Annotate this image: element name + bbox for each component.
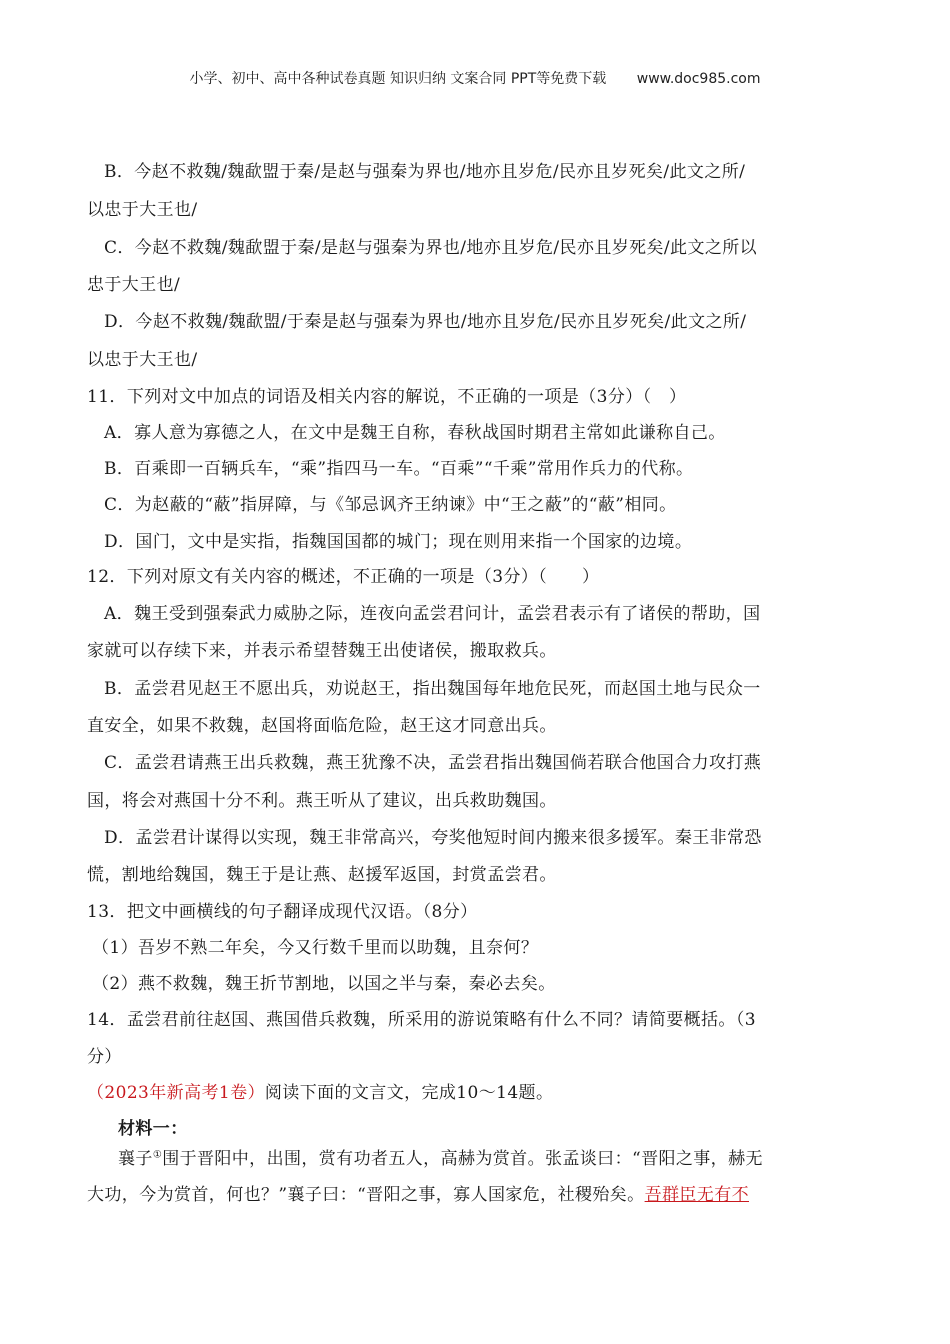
material-title: 材料一：	[118, 1119, 188, 1139]
q13-item-2: （2）燕不救魏，魏王折节割地，以国之半与秦，秦必去矣。	[92, 974, 556, 994]
option-d-line1: D．今赵不救魏/魏歃盟/于秦是赵与强秦为界也/地亦且岁危/民亦且岁死矣/此文之所/	[104, 312, 747, 332]
option-b-line2: 以忠于大王也/	[87, 200, 198, 220]
header-text: 小学、初中、高中各种试卷真题 知识归纳 文案合同 PPT等免费下载	[189, 71, 607, 87]
passage-text: 围于晋阳中，出围，赏有功者五人，高赫为赏首。张孟谈曰：“晋阳之事，赫无	[162, 1149, 763, 1169]
underlined-sentence: 吾群臣无有不	[644, 1185, 749, 1205]
passage-line2	[87, 1180, 749, 1205]
question-14-line1: 14．孟尝君前往赵国、燕国借兵救魏，所采用的游说策略有什么不同？请简要概括。（3	[87, 1010, 756, 1030]
source-line	[87, 1078, 553, 1103]
option-d-line2: 以忠于大王也/	[87, 350, 198, 370]
footnote-marker: ①	[152, 1149, 163, 1161]
question-12: 12．下列对原文有关内容的概述，不正确的一项是（3分）（ ）	[87, 567, 600, 587]
question-11: 11．下列对文中加点的词语及相关内容的解说，不正确的一项是（3分）（ ）	[87, 387, 687, 407]
q11-option-b: B．百乘即一百辆兵车，“乘”指四马一车。“百乘”“千乘”常用作兵力的代称。	[104, 459, 694, 479]
q12-option-c-line1: C．孟尝君请燕王出兵救魏，燕王犹豫不决，孟尝君指出魏国倘若联合他国合力攻打燕	[104, 753, 762, 773]
q11-option-c: C．为赵蔽的“蔽”指屏障，与《邹忌讽齐王纳谏》中“王之蔽”的“蔽”相同。	[104, 495, 677, 515]
q12-option-d-line2: 慌，割地给魏国，魏王于是让燕、赵援军返国，封赏孟尝君。	[87, 865, 557, 885]
question-14-line2: 分）	[87, 1047, 122, 1067]
passage-text: 襄子	[118, 1149, 153, 1169]
q12-option-b-line1: B．孟尝君见赵王不愿出兵，劝说赵王，指出魏国每年地危民死，而赵国土地与民众一	[104, 679, 761, 699]
q11-option-a: A．寡人意为寡德之人，在文中是魏王自称，春秋战国时期君主常如此谦称自己。	[104, 423, 726, 443]
question-13: 13．把文中画横线的句子翻译成现代汉语。（8分）	[87, 902, 478, 922]
page-header	[0, 68, 950, 88]
q12-option-c-line2: 国，将会对燕国十分不利。燕王听从了建议，出兵救助魏国。	[87, 791, 557, 811]
q12-option-a-line1: A．魏王受到强秦武力威胁之际，连夜向孟尝君问计，孟尝君表示有了诸侯的帮助，国	[104, 604, 761, 624]
source-instruction: 阅读下面的文言文，完成10～14题。	[264, 1083, 554, 1103]
q12-option-d-line1: D．孟尝君计谋得以实现，魏王非常高兴，夸奖他短时间内搬来很多援军。秦王非常恐	[104, 828, 762, 848]
source-tag: （2023年新高考1卷）	[87, 1083, 265, 1103]
passage-line1	[118, 1144, 763, 1169]
q12-option-b-line2: 直安全，如果不救魏，赵国将面临危险，赵王这才同意出兵。	[87, 716, 557, 736]
q11-option-d: D．国门，文中是实指，指魏国国都的城门；现在则用来指一个国家的边境。	[104, 532, 693, 552]
q12-option-a-line2: 家就可以存续下来，并表示希望替魏王出使诸侯，搬取救兵。	[87, 641, 557, 661]
passage-text: 大功，今为赏首，何也？”襄子曰：“晋阳之事，寡人国家危，社稷殆矣。	[87, 1185, 645, 1205]
q13-item-1: （1）吾岁不熟二年矣，今又行数千里而以助魏，且奈何？	[92, 938, 539, 958]
option-c-line2: 忠于大王也/	[87, 275, 181, 295]
header-site-link[interactable]: www.doc985.com	[636, 71, 761, 87]
option-b-line1: B．今赵不救魏/魏歃盟于秦/是赵与强秦为界也/地亦且岁危/民亦且岁死矣/此文之所/	[104, 162, 746, 182]
option-c-line1: C．今赵不救魏/魏歃盟于秦/是赵与强秦为界也/地亦且岁危/民亦且岁死矣/此文之所以	[104, 238, 758, 258]
